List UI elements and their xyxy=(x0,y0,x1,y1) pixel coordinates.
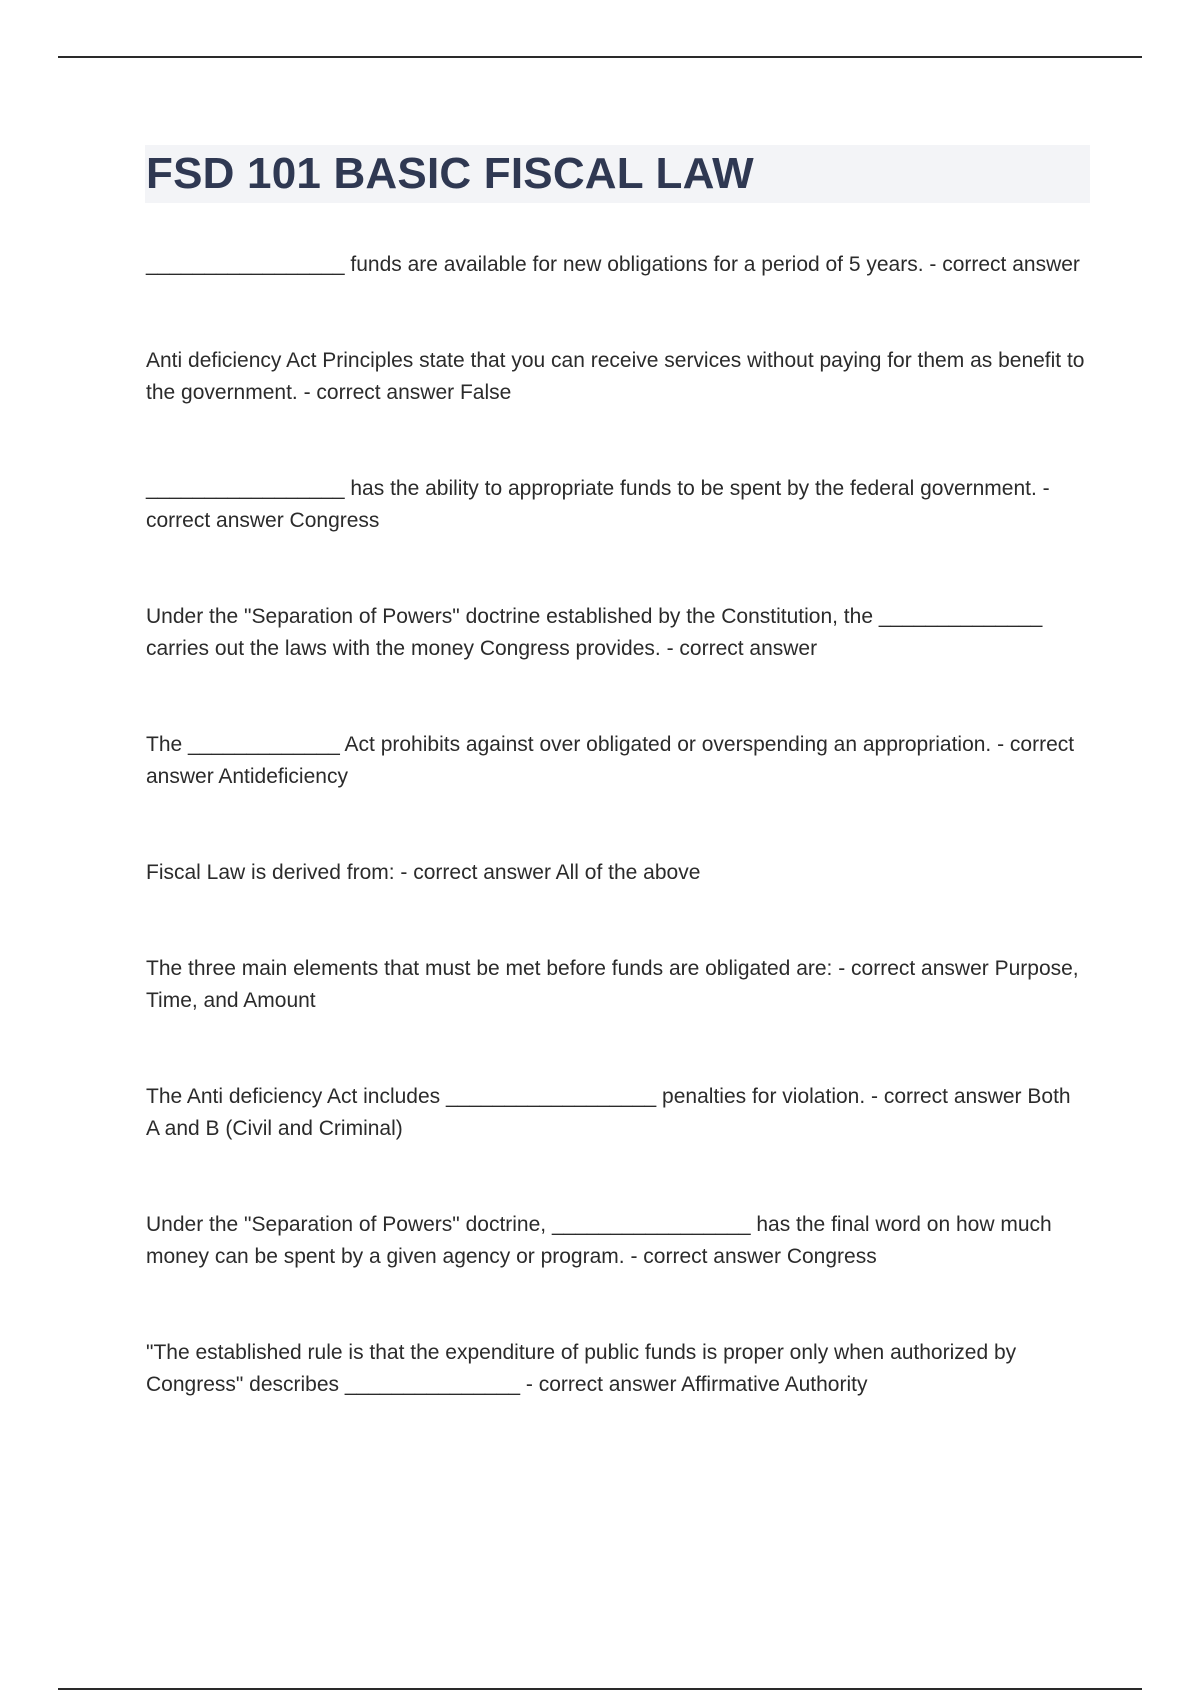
question-answer-list xyxy=(146,249,1091,1465)
qa-item: Under the "Separation of Powers" doctrine, _________________ has the final word on how much money can be spent by a given agency or program. - correct answer Congress xyxy=(146,1213,1058,1268)
bottom-rule xyxy=(58,1688,1142,1690)
qa-item: Anti deficiency Act Principles state that you can receive services without paying for them as benefit to the government. - correct answer False xyxy=(146,349,1091,404)
top-rule xyxy=(58,56,1142,58)
qa-item: The three main elements that must be met before funds are obligated are: - correct answer Purpose, Time, and Amount xyxy=(146,957,1085,1012)
qa-item: Fiscal Law is derived from: - correct answer All of the above xyxy=(146,861,701,884)
qa-item: "The established rule is that the expenditure of public funds is proper only when authorized by Congress" describes _______________ - correct answer Affirmative Authority xyxy=(146,1341,1022,1396)
qa-item: The Anti deficiency Act includes __________________ penalties for violation. - correct answer Both A and B (Civil and Criminal) xyxy=(146,1085,1076,1140)
qa-item: The _____________ Act prohibits against over obligated or overspending an appropriation. - correct answer Antideficiency xyxy=(146,733,1080,788)
qa-item: _________________ has the ability to appropriate funds to be spent by the federal government. - correct answer Congress xyxy=(146,477,1056,532)
document-title: FSD 101 BASIC FISCAL LAW xyxy=(146,149,754,198)
qa-item: Under the "Separation of Powers" doctrine established by the Constitution, the ______________ carries out the laws with the money Congress provides. - correct answer xyxy=(146,605,1049,660)
qa-item: _________________ funds are available for new obligations for a period of 5 years. - correct answer xyxy=(146,253,1080,276)
